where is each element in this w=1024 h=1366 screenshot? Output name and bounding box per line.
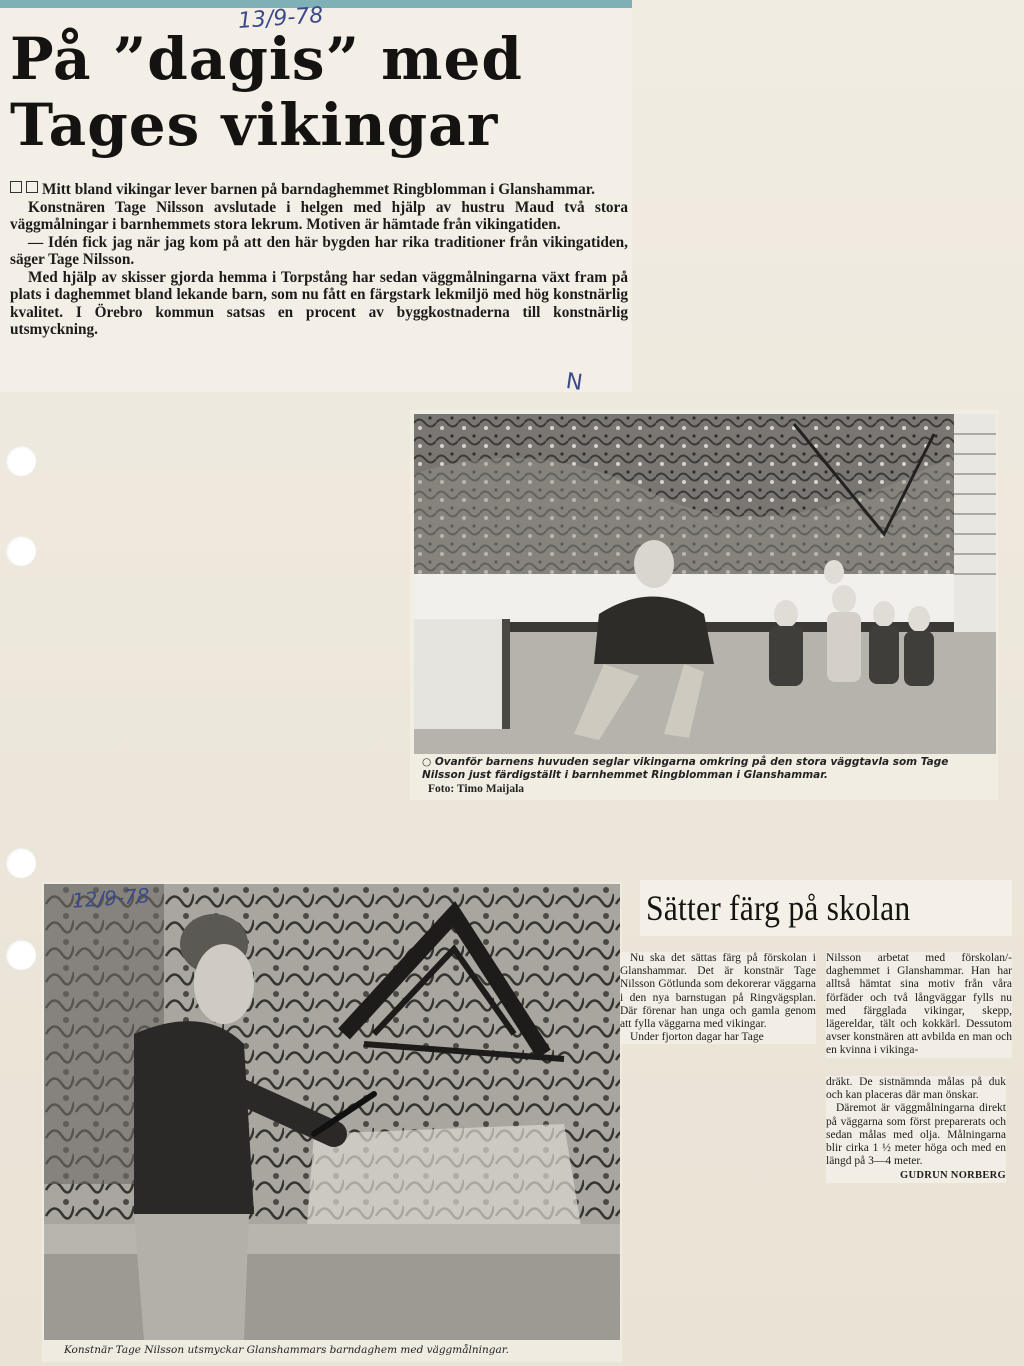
article-column-3: [826, 1076, 1006, 1183]
article-body: [10, 181, 628, 339]
square-bullet-icon: [26, 181, 38, 193]
article-column-1: [620, 952, 816, 1044]
paragraph: Nilsson arbetat med förskolan/-daghemmet i Glanshammar. Han har alltså hämtat sina motiv från våra förfäder och två långväggar fylls nu med färgglada vikingar, skepp, lägereldar, tält och kokkärl. Dessutom avser konstnären att avbilda en man och en kvinna i vikinga-: [826, 952, 1012, 1057]
article-headline: [10, 26, 620, 158]
handwritten-initial: N: [564, 368, 585, 397]
article-clipping-dagis: [0, 0, 632, 397]
photo-credit: Foto: Timo Maijala: [428, 783, 525, 795]
photo-artist-with-children: [414, 414, 996, 754]
article-headline-box: [640, 880, 1012, 936]
photo-illustration-2: [44, 884, 620, 1340]
photo-illustration: [414, 414, 996, 754]
headline-line-2: Tages vikingar: [10, 91, 499, 159]
photo-artist-painting-wall: [44, 884, 620, 1340]
square-bullet-icon: [10, 181, 22, 193]
photo-caption: ○ Ovanför barnens huvuden seglar vikingarna omkring på den stora väggtavla som Tage Nilsson just färdigställt i barnhemmet Ringblomman i Glanshammar.: [422, 756, 949, 781]
paragraph: dräkt. De sistnämnda målas på duk och kan placeras där man önskar.: [826, 1076, 1006, 1102]
byline: GUDRUN NORBERG: [900, 1170, 1006, 1182]
photo-clipping-painting: [42, 882, 622, 1362]
handwritten-date-2: 12/9-78: [71, 883, 151, 913]
paragraph: — Idén fick jag när jag kom på att den här bygden har rika traditioner från vikingatiden, säger Tage Nilsson.: [10, 233, 628, 268]
paragraph: Nu ska det sättas färg på förskolan i Glanshammar. Det är konstnär Tage Nilsson Götlunda som dekorerar väggarna i den nya barnstugan på Ringvägsplan. Där förenar han unga och gamla genom att fylla väggarna med vikingar.: [620, 952, 816, 1031]
punch-hole-4: [6, 940, 36, 970]
paragraph: Konstnären Tage Nilsson avslutade i helgen med hjälp av hustru Maud två stora väggmålningar i barnhemmets stora lekrum. Motiven är hämtade från vikingatiden.: [10, 198, 628, 233]
paragraph: Med hjälp av skisser gjorda hemma i Torpstång har sedan väggmålningarna växt fram på plats i daghemmet bland lekande barn, som nu fått en färgstark lekmiljö med hög konstnärlig kvalitet. I Örebro kommun satsas en procent av byggkostnaderna till konstnärlig utsmyckning.: [10, 268, 628, 338]
punch-hole-3: [6, 848, 36, 878]
article-column-2: [826, 952, 1012, 1058]
paragraph-lead: Mitt bland vikingar lever barnen på barndaghemmet Ringblomman i Glanshammar.: [10, 181, 628, 199]
photo-caption-2: Konstnär Tage Nilsson utsmyckar Glanshammars barndaghem med väggmålningar.: [64, 1344, 509, 1356]
paragraph: Under fjorton dagar har Tage: [630, 1031, 764, 1044]
handwritten-date: 13/9-78: [237, 3, 325, 34]
article-headline-2: Sätter färg på skolan: [646, 888, 911, 928]
headline-line-1: På ”dagis” med: [10, 25, 523, 93]
paragraph: Däremot är väggmålningarna direkt på väggarna som först preparerats och sedan målas med olja. Målningarna blir cirka 1 ½ meter höga och med en längd på 3—4 meter.: [826, 1102, 1006, 1168]
punch-hole-2: [6, 536, 36, 566]
photo-clipping-mural: [410, 410, 998, 800]
punch-hole-1: [6, 446, 36, 476]
